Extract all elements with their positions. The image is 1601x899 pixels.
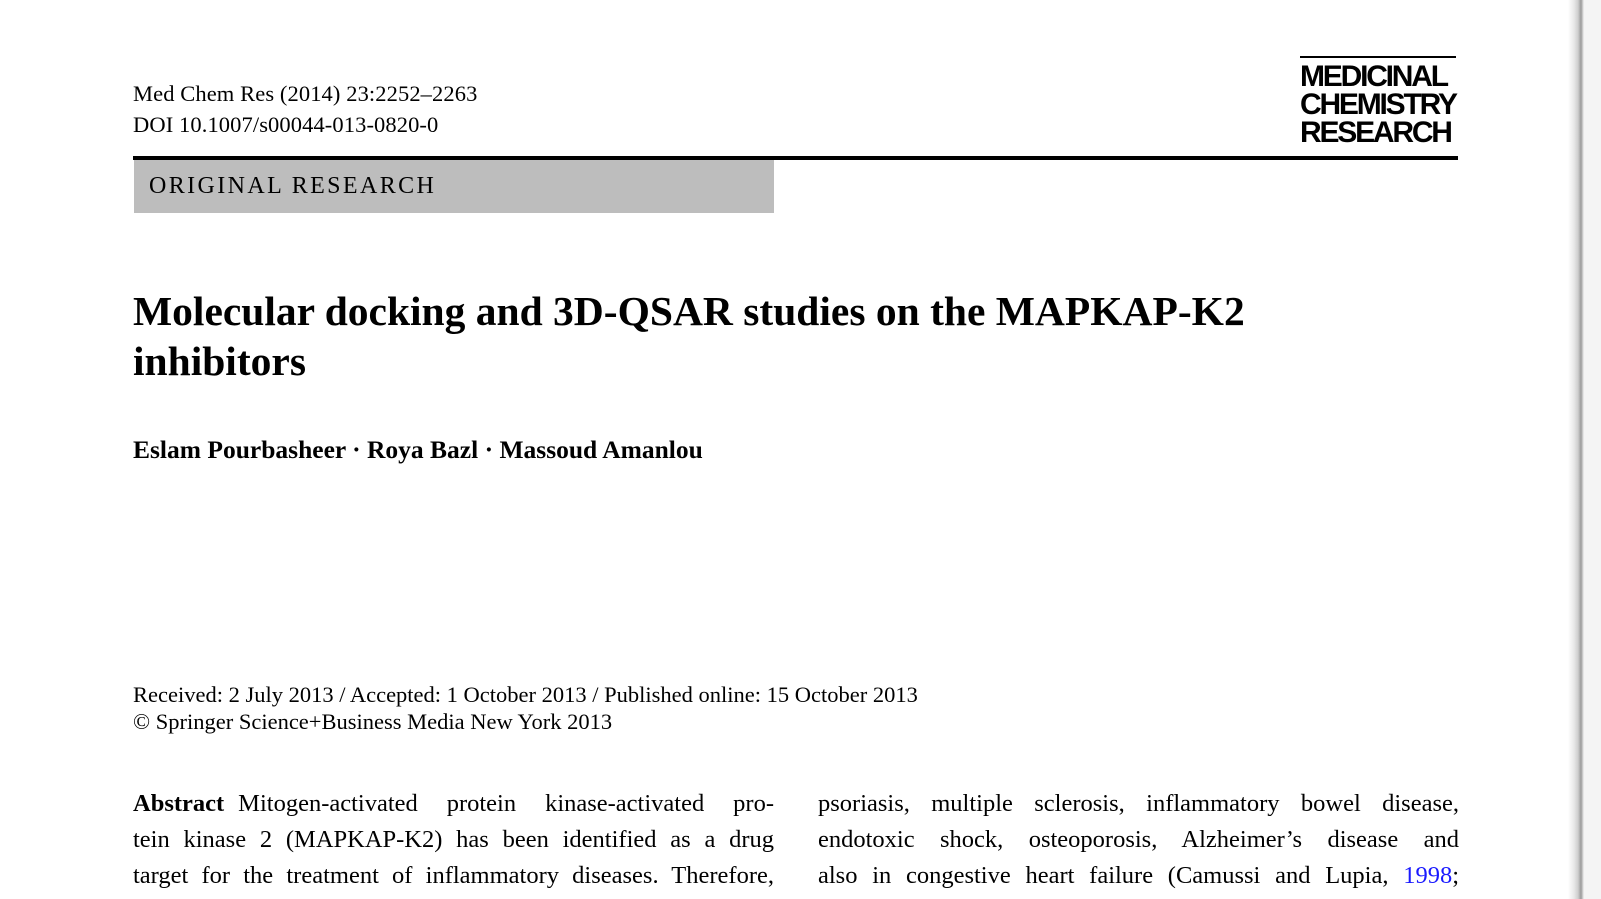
title-line: inhibitors <box>133 338 306 384</box>
abstract-label: Abstract <box>133 790 225 817</box>
scrollbar-edge <box>1568 0 1601 899</box>
category-banner <box>134 160 774 213</box>
abstract-line: psoriasis, multiple sclerosis, inflammatory bowel disease, <box>818 790 1459 817</box>
journal-citation <box>133 78 477 140</box>
abstract-text: also in congestive heart failure (Camussi and Lupia, <box>818 862 1404 889</box>
abstract-right-column <box>818 786 1459 894</box>
abstract-left-column <box>133 786 774 894</box>
abstract-text: Mitogen-activated protein kinase-activated pro- <box>238 790 774 817</box>
doi-line: DOI 10.1007/s00044-013-0820-0 <box>133 112 439 137</box>
abstract-line <box>133 786 774 822</box>
abstract-line: tein kinase 2 (MAPKAP-K2) has been identified as a drug <box>133 826 774 853</box>
abstract-line <box>818 858 1459 894</box>
article-history <box>133 681 918 735</box>
abstract-text: ; <box>1452 862 1459 889</box>
copyright-line: © Springer Science+Business Media New York 2013 <box>133 709 613 734</box>
history-line: Received: 2 July 2013 / Accepted: 1 October 2013 / Published online: 15 October 2013 <box>133 682 918 707</box>
category-label: ORIGINAL RESEARCH <box>149 173 437 199</box>
abstract-line: endotoxic shock, osteoporosis, Alzheimer’s disease and <box>818 826 1459 853</box>
title-line: Molecular docking and 3D-QSAR studies on the MAPKAP-K2 <box>133 288 1245 334</box>
citation-link[interactable]: 1998 <box>1403 862 1453 889</box>
journal-logo-line: CHEMISTRY <box>1300 88 1456 121</box>
journal-logo-line: MEDICINAL <box>1300 60 1447 93</box>
journal-logo <box>1300 56 1456 147</box>
article-title <box>133 286 1433 386</box>
abstract-line: target for the treatment of inflammatory diseases. Therefore, <box>133 862 774 889</box>
author-list: Eslam Pourbasheer · Roya Bazl · Massoud Amanlou <box>133 435 703 464</box>
journal-logo-line: RESEARCH <box>1300 116 1451 149</box>
citation-line: Med Chem Res (2014) 23:2252–2263 <box>133 81 478 106</box>
